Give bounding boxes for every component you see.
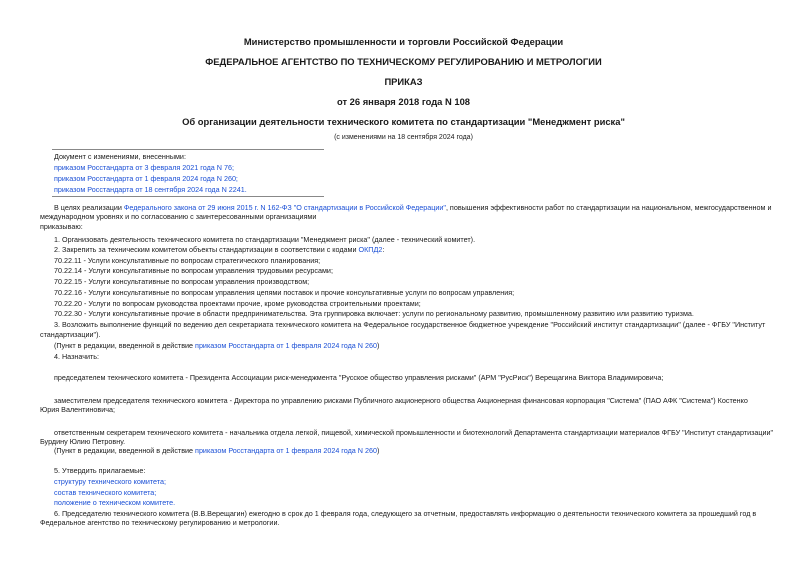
code-item: 70.22.16 - Услуги консультативные по вопросам управления цепями поставок и прочие консультативные услуги по вопросам управления; bbox=[54, 288, 515, 297]
amendment-note: (с изменениями на 18 сентября 2024 года) bbox=[334, 134, 473, 141]
clause-1: 1. Организовать деятельность технического комитета по стандартизации "Менеджмент риска" (далее - технический комитет). bbox=[54, 235, 476, 244]
order-word: приказываю: bbox=[40, 222, 83, 231]
code-item: 70.22.30 - Услуги консультативные прочие в области предпринимательства. Эта группировка включает: услуги по региональному развитию, промышленному развитию или развитию туризма. bbox=[54, 309, 694, 318]
secretary-appointment-line-1: ответственным секретарем технического комитета - начальника отдела легкой, пищевой, химической промышленности и биотехнологий Департамента стандартизации материалов ФГБУ "Институт стандартизации" bbox=[54, 428, 774, 437]
changes-top-divider bbox=[52, 149, 324, 150]
code-item: 70.22.14 - Услуги консультативные по вопросам управления трудовыми ресурсами; bbox=[54, 266, 333, 275]
composition-link[interactable]: состав технического комитета; bbox=[54, 488, 157, 497]
document-title: Об организации деятельности технического комитета по стандартизации "Менеджмент риска" bbox=[182, 116, 625, 127]
document-type: ПРИКАЗ bbox=[384, 76, 423, 87]
changes-bottom-divider bbox=[52, 196, 324, 197]
clause-2: 2. Закрепить за техническим комитетом объекты стандартизации в соответствии с кодами ОКПД2: bbox=[54, 245, 385, 254]
edit-note: (Пункт в редакции, введенной в действие приказом Росстандарта от 1 февраля 2024 года N 260) bbox=[54, 341, 380, 350]
clause-5: 5. Утвердить прилагаемые: bbox=[54, 466, 146, 475]
preamble-line-2: международном уровнях и по согласованию с заинтересованными организациями bbox=[40, 212, 317, 221]
okpd2-link[interactable]: ОКПД2 bbox=[358, 245, 383, 254]
regulation-link[interactable]: положение о техническом комитете. bbox=[54, 498, 176, 507]
clause-6-line-2: Федеральное агентство по техническому регулированию и метрологии. bbox=[40, 518, 280, 527]
chair-appointment: председателем технического комитета - Президента Ассоциации риск-менеджмента "Русское общество управления рисками" (АРМ "РусРиск") Верещагина Виктора Владимировича; bbox=[54, 373, 664, 382]
code-item: 70.22.15 - Услуги консультативные по вопросам управления производством; bbox=[54, 277, 310, 286]
deputy-appointment-line-1: заместителем председателя технического комитета - Директора по управлению рисками Публичного акционерного общества Акционерная финансовая корпорация "Система" (ПАО АФК "Система") Костенко bbox=[54, 396, 748, 405]
ministry-heading: Министерство промышленности и торговли Российской Федерации bbox=[243, 36, 564, 47]
preamble-line-1: В целях реализации Федерального закона от 29 июня 2015 г. N 162-ФЗ "О стандартизации в Российской Федерации", повышения эффективности работ по стандартизации на национальном, межгосударственном и bbox=[54, 203, 772, 212]
clause-6-line-1: 6. Председателю технического комитета (В.В.Верещагин) ежегодно в срок до 1 февраля года, следующего за отчетным, предоставлять информацию о деятельности технического комитета за прошедший год в bbox=[54, 509, 757, 518]
clause-3-line-2: стандартизации"). bbox=[40, 330, 101, 339]
edit-note: (Пункт в редакции, введенной в действие приказом Росстандарта от 1 февраля 2024 года N 260) bbox=[54, 446, 380, 455]
edit-note-link[interactable]: приказом Росстандарта от 1 февраля 2024 года N 260 bbox=[195, 446, 377, 455]
deputy-appointment-line-2: Юрия Валентиновича; bbox=[40, 405, 115, 414]
changes-intro: Документ с изменениями, внесенными: bbox=[54, 152, 186, 161]
federal-law-link[interactable]: Федерального закона от 29 июня 2015 г. N 162-ФЗ "О стандартизации в Российской Федерации" bbox=[123, 203, 446, 212]
document-date-number: от 26 января 2018 года N 108 bbox=[336, 96, 471, 107]
clause-3-line-1: 3. Возложить выполнение функций по ведению дел секретариата технического комитета на Федеральное государственное бюджетное учреждение "Российский институт стандартизации" (далее - ФГБУ "Институт bbox=[54, 320, 766, 329]
secretary-appointment-line-2: Бурдину Юлию Петровну. bbox=[40, 437, 126, 446]
amendment-link-2021-76[interactable]: приказом Росстандарта от 3 февраля 2021 года N 76; bbox=[54, 163, 234, 172]
structure-link[interactable]: структуру технического комитета; bbox=[54, 477, 167, 486]
edit-note-link[interactable]: приказом Росстандарта от 1 февраля 2024 года N 260 bbox=[195, 341, 377, 350]
amendment-link-2024-260[interactable]: приказом Росстандарта от 1 февраля 2024 года N 260; bbox=[54, 174, 238, 183]
code-item: 70.22.20 - Услуги по вопросам руководства проектами прочие, кроме руководства строительными проектами; bbox=[54, 299, 421, 308]
agency-heading: ФЕДЕРАЛЬНОЕ АГЕНТСТВО ПО ТЕХНИЧЕСКОМУ РЕГУЛИРОВАНИЮ И МЕТРОЛОГИИ bbox=[205, 56, 602, 67]
clause-4: 4. Назначить: bbox=[54, 352, 99, 361]
amendment-link-2024-2241[interactable]: приказом Росстандарта от 18 сентября 2024 года N 2241. bbox=[54, 185, 247, 194]
code-item: 70.22.11 - Услуги консультативные по вопросам стратегического планирования; bbox=[54, 256, 321, 265]
